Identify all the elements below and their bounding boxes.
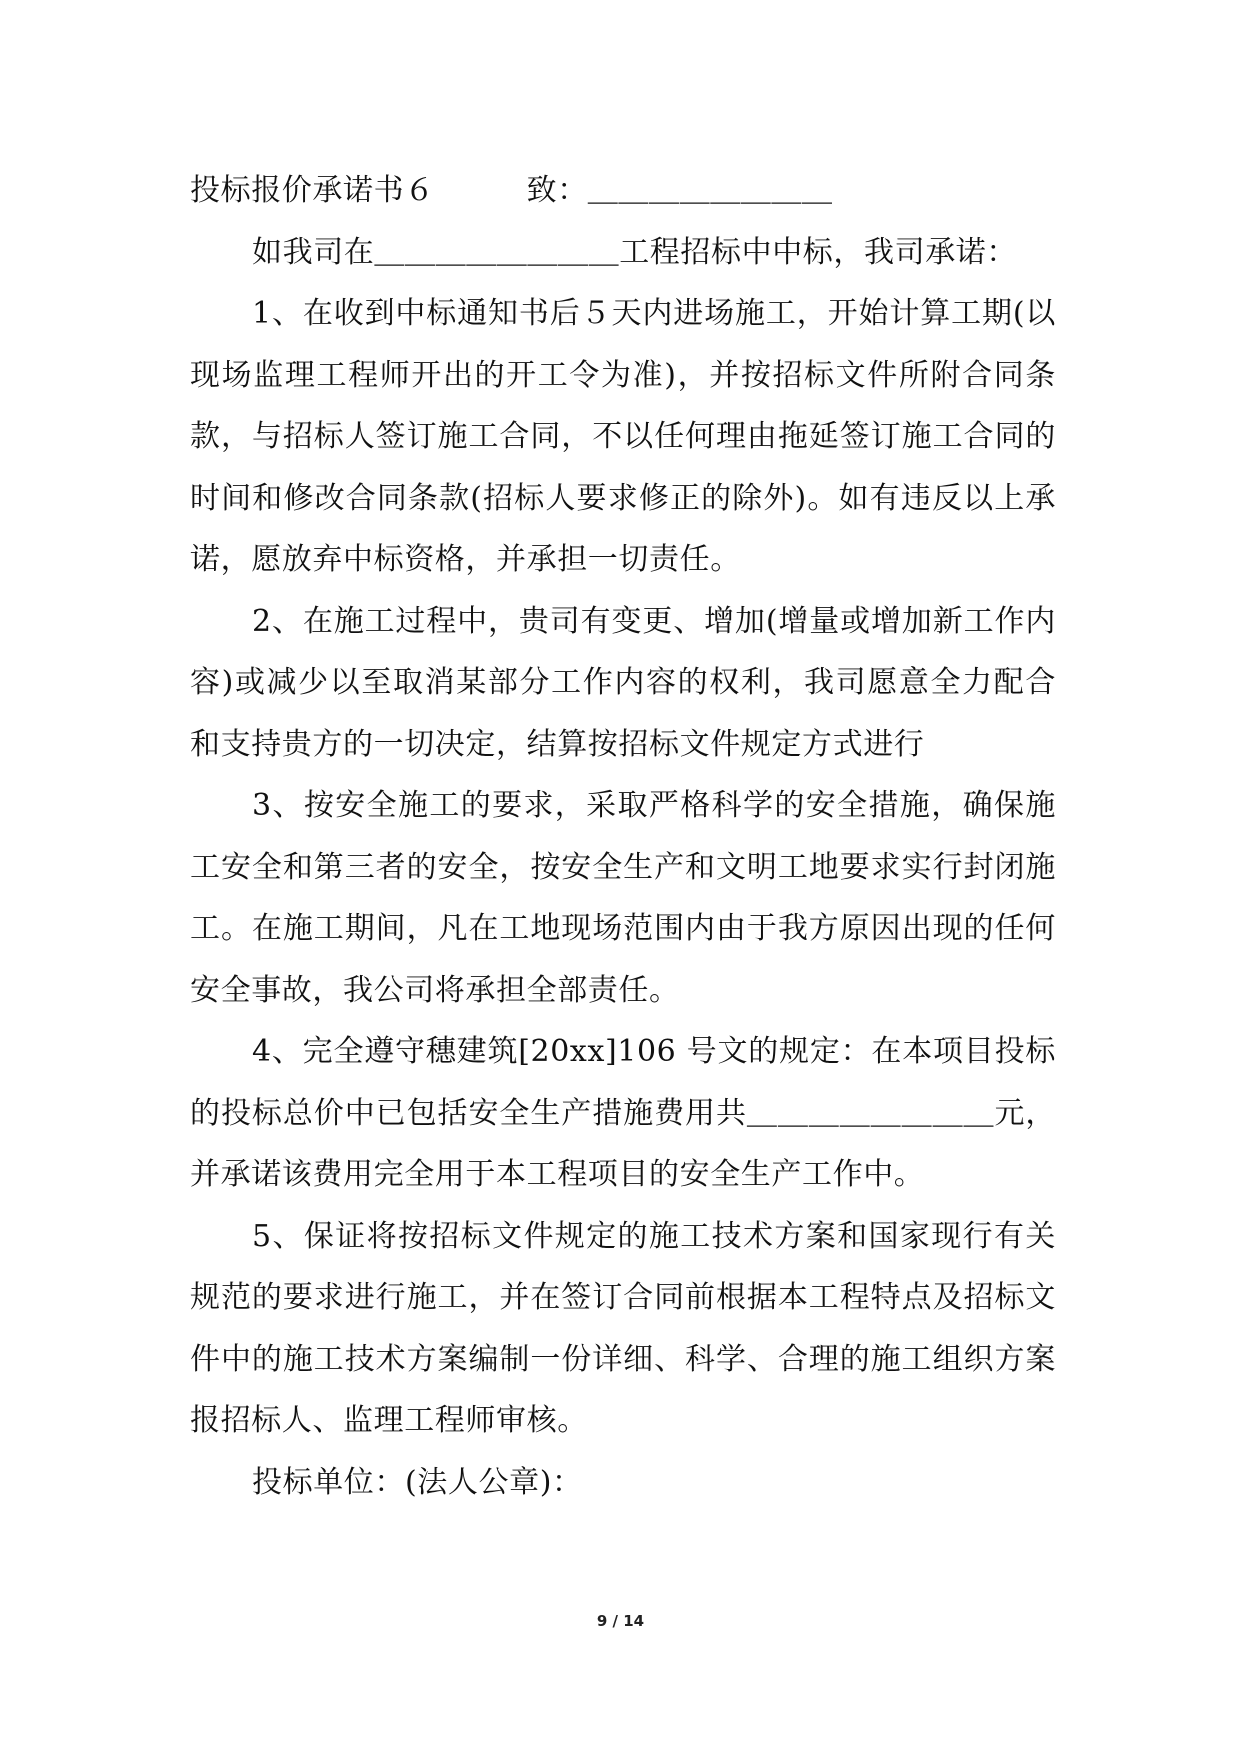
commitment-item-5: 5、保证将按招标文件规定的施工技术方案和国家现行有关规范的要求进行施工，并在签订合同前根据本工程特点及招标文件中的施工技术方案编制一份详细、科学、合理的施工组织方案报招标人、监理工程师审核。 [190,1218,1056,1438]
document-body [190,160,1056,1513]
document-title-line: 投标报价承诺书６ 致：＿＿＿＿＿＿＿＿ [190,173,833,208]
page-number: 9 / 14 [596,1612,645,1630]
commitment-item-3: 3、按安全施工的要求，采取严格科学的安全措施，确保施工安全和第三者的安全，按安全生产和文明工地要求实行封闭施工。在施工期间，凡在工地现场范围内由于我方原因出现的任何安全事故，我公司将承担全部责任。 [190,788,1056,1008]
commitment-item-4: 4、完全遵守穗建筑[20xx]106 号文的规定：在本项目投标的投标总价中已包括安全生产措施费用共＿＿＿＿＿＿＿＿元，并承诺该费用完全用于本工程项目的安全生产工作中。 [190,1034,1056,1192]
signature-line: 投标单位：(法人公章)： [252,1464,583,1500]
commitment-item-2: 2、在施工过程中，贵司有变更、增加(增量或增加新工作内容)或减少以至取消某部分工作内容的权利，我司愿意全力配合和支持贵方的一切决定，结算按招标文件规定方式进行 [190,603,1056,762]
intro-paragraph: 如我司在＿＿＿＿＿＿＿＿工程招标中中标，我司承诺： [252,234,1017,270]
commitment-item-1: 1、在收到中标通知书后５天内进场施工，开始计算工期(以现场监理工程师开出的开工令为准)，并按招标文件所附合同条款，与招标人签订施工合同，不以任何理由拖延签订施工合同的时间和修改合同条款(招标人要求修正的除外)。如有违反以上承诺，愿放弃中标资格，并承担一切责任。 [190,296,1056,577]
